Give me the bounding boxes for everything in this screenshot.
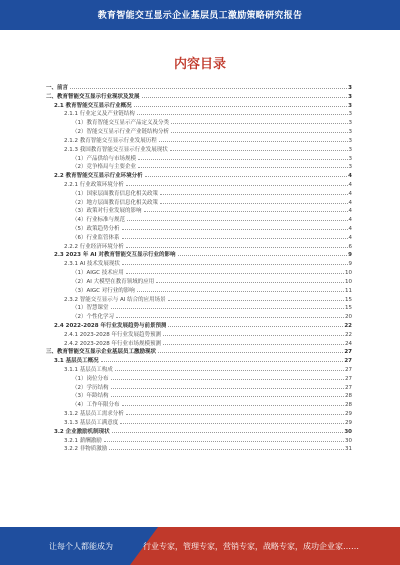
toc-entry[interactable] bbox=[46, 260, 352, 269]
toc-leader-dots bbox=[122, 238, 348, 239]
toc-entry-label: 2.4.2 2023-2028 年行业市场规模预测 bbox=[64, 340, 161, 347]
toc-leader-dots bbox=[142, 97, 348, 98]
toc-entry-label: 2.1.2 教育智能交互显示行业发展历程 bbox=[64, 137, 157, 144]
toc-entry-label: 3.2.1 薪酬激励 bbox=[64, 437, 102, 444]
toc-entry-page: 15 bbox=[345, 296, 352, 303]
toc-entry[interactable] bbox=[46, 216, 352, 225]
toc-leader-dots bbox=[112, 432, 344, 433]
toc-entry[interactable] bbox=[46, 410, 352, 419]
toc-leader-dots bbox=[137, 291, 344, 292]
toc-entry-label: 2.2 教育智能交互显示行业环境分析 bbox=[54, 173, 143, 180]
toc-entry-page: 3 bbox=[348, 85, 352, 91]
toc-leader-dots bbox=[137, 114, 348, 115]
toc-entry-page: 9 bbox=[348, 252, 352, 259]
toc-entry-page: 4 bbox=[348, 234, 352, 241]
toc-entry-label: 3.1.1 基层员工构成 bbox=[64, 367, 113, 373]
toc-leader-dots bbox=[160, 203, 347, 204]
toc-leader-dots bbox=[171, 123, 347, 124]
toc-entry[interactable] bbox=[46, 225, 352, 234]
toc-leader-dots bbox=[144, 211, 348, 212]
toc-entry-page: 22 bbox=[344, 322, 352, 329]
toc-entry[interactable] bbox=[46, 119, 352, 128]
toc-leader-dots bbox=[126, 185, 348, 186]
toc-entry[interactable] bbox=[46, 172, 352, 181]
toc-entry-page: 30 bbox=[344, 428, 352, 435]
toc-entry-page: 6 bbox=[348, 243, 352, 250]
toc-entry-page: 9 bbox=[348, 261, 352, 268]
toc-entry[interactable] bbox=[46, 207, 352, 216]
toc-entry-label: 3.2.2 非物质激励 bbox=[64, 446, 108, 453]
toc-entry[interactable] bbox=[46, 155, 352, 164]
toc-entry-page: 27 bbox=[345, 367, 352, 373]
toc-entry[interactable] bbox=[46, 84, 352, 93]
toc-entry[interactable] bbox=[46, 437, 352, 446]
toc-entry[interactable] bbox=[46, 340, 352, 349]
toc-entry-page: 4 bbox=[348, 226, 352, 232]
toc-leader-dots bbox=[126, 273, 344, 274]
toc-entry-page: 4 bbox=[348, 208, 352, 215]
toc-leader-dots bbox=[163, 335, 344, 336]
toc-entry-label: （1）AIGC 技术应用 bbox=[72, 270, 124, 277]
toc-entry-label: 2.3.2 智能交互显示与 AI 结合的应用场景 bbox=[64, 296, 166, 303]
toc-entry-label: 2.3.1 AI 技术发展现状 bbox=[64, 261, 120, 268]
toc-leader-dots bbox=[171, 132, 347, 133]
toc-entry[interactable] bbox=[46, 102, 352, 111]
toc-entry-page: 27 bbox=[344, 358, 352, 365]
toc-entry[interactable] bbox=[46, 199, 352, 208]
toc-entry[interactable] bbox=[46, 392, 352, 401]
toc-entry-page: 3 bbox=[348, 120, 352, 127]
toc-entry-page: 4 bbox=[348, 181, 352, 188]
toc-entry-page: 29 bbox=[345, 411, 352, 418]
toc-entry[interactable] bbox=[46, 146, 352, 155]
toc-leader-dots bbox=[138, 167, 347, 168]
toc-leader-dots bbox=[104, 441, 344, 442]
toc-leader-dots bbox=[160, 194, 347, 195]
toc-entry[interactable] bbox=[46, 163, 352, 172]
toc-entry-label: （2）竞争格局与主要企业 bbox=[72, 164, 137, 171]
toc-entry-page: 31 bbox=[345, 446, 352, 453]
toc-leader-dots bbox=[116, 317, 344, 318]
toc-entry[interactable] bbox=[46, 331, 352, 340]
toc-entry[interactable] bbox=[46, 401, 352, 410]
toc-entry[interactable] bbox=[46, 251, 352, 260]
toc-entry[interactable] bbox=[46, 93, 352, 102]
toc-leader-dots bbox=[109, 449, 344, 450]
toc-entry[interactable] bbox=[46, 269, 352, 278]
toc-entry-page: 4 bbox=[348, 217, 352, 224]
toc-entry-page: 20 bbox=[345, 314, 352, 321]
toc-entry-label: （2）AI 大模型在教育领域的应用 bbox=[72, 278, 155, 285]
toc-entry-label: 2.1 教育智能交互显示行业概况 bbox=[54, 102, 132, 109]
toc-entry-label: （4）工作年限分布 bbox=[72, 402, 120, 409]
toc-leader-dots bbox=[122, 405, 345, 406]
toc-entry[interactable] bbox=[46, 322, 352, 331]
header-bar bbox=[0, 0, 400, 30]
toc-entry-label: 一、前言 bbox=[46, 85, 69, 91]
toc-entry-label: （2）地方层面教育信息化相关政策 bbox=[72, 199, 159, 206]
toc-leader-dots bbox=[111, 379, 345, 380]
toc-entry[interactable] bbox=[46, 128, 352, 137]
toc-entry-label: 2.2.2 行业经济环境分析 bbox=[64, 243, 124, 250]
toc-leader-dots bbox=[111, 308, 345, 309]
toc-entry[interactable] bbox=[46, 296, 352, 305]
toc-entry-page: 15 bbox=[345, 305, 352, 312]
toc-entry-page: 4 bbox=[348, 190, 352, 197]
toc-entry-label: 2.4.1 2023-2028 年行业发展趋势预测 bbox=[64, 331, 161, 338]
toc-entry-label: 2.1.3 我国教育智能交互显示行业发展现状 bbox=[64, 146, 168, 153]
toc-leader-dots bbox=[122, 264, 348, 265]
toc-entry-page: 28 bbox=[345, 402, 352, 409]
toc-entry[interactable] bbox=[46, 375, 352, 384]
toc-leader-dots bbox=[156, 282, 344, 283]
toc-leader-dots bbox=[111, 396, 345, 397]
toc-leader-dots bbox=[163, 344, 344, 345]
toc-entry-page: 3 bbox=[348, 155, 352, 162]
toc-entry-page: 27 bbox=[345, 384, 352, 391]
toc-leader-dots bbox=[111, 388, 345, 389]
toc-leader-dots bbox=[170, 150, 348, 151]
toc-entry-page: 22 bbox=[345, 331, 352, 338]
toc-entry[interactable] bbox=[46, 287, 352, 296]
toc-entry-label: 2.3 2023 年 AI 对教育智能交互显示行业的影响 bbox=[54, 252, 176, 259]
toc-entry-page: 3 bbox=[348, 129, 352, 136]
toc-entry-label: （2）学历结构 bbox=[72, 384, 109, 391]
toc-entry-label: 2.1.1 行业定义及产业链结构 bbox=[64, 111, 135, 118]
toc-entry-page: 10 bbox=[345, 278, 352, 285]
toc-entry-label: （2）个性化学习 bbox=[72, 314, 114, 321]
toc-entry-label: （1）岗位分布 bbox=[72, 375, 109, 382]
toc-leader-dots bbox=[70, 88, 347, 89]
toc-entry[interactable] bbox=[46, 304, 352, 313]
toc-entry-label: 2.2.1 行业政策环境分析 bbox=[64, 181, 124, 188]
toc-entry-label: 3.2 企业激励机制现状 bbox=[54, 428, 110, 435]
toc-leader-dots bbox=[168, 300, 344, 301]
toc-heading: 内容目录 bbox=[173, 57, 226, 72]
toc-leader-dots bbox=[138, 159, 347, 160]
toc-leader-dots bbox=[158, 352, 343, 353]
toc-entry-page: 28 bbox=[345, 393, 352, 400]
toc-entry-label: 3.1.2 基层员工需求分析 bbox=[64, 411, 124, 418]
toc-leader-dots bbox=[168, 326, 343, 327]
toc-entry[interactable] bbox=[46, 278, 352, 287]
toc-entry-page: 3 bbox=[348, 164, 352, 171]
toc-entry-label: 3.1 基层员工概况 bbox=[54, 358, 99, 365]
toc-entry-page: 24 bbox=[345, 340, 352, 347]
toc-leader-dots bbox=[127, 220, 348, 221]
toc-entry[interactable] bbox=[46, 181, 352, 190]
toc-entry-page: 3 bbox=[348, 102, 352, 109]
table-of-contents bbox=[46, 84, 352, 454]
toc-entry-page: 11 bbox=[345, 287, 352, 294]
toc-leader-dots bbox=[145, 176, 348, 177]
toc-entry-label: 二、教育智能交互显示行业现状及发展 bbox=[46, 93, 140, 100]
toc-entry[interactable] bbox=[46, 348, 352, 357]
toc-entry-label: （3）政策对行业发展的影响 bbox=[72, 208, 142, 215]
toc-entry-page: 3 bbox=[348, 111, 352, 118]
toc-entry-label: （1）智慧课堂 bbox=[72, 305, 109, 312]
toc-leader-dots bbox=[120, 423, 344, 424]
toc-entry-label: （3）年龄结构 bbox=[72, 393, 109, 400]
toc-entry-label: （4）行业标准与规范 bbox=[72, 217, 125, 224]
toc-entry-label: （2）智能交互显示行业产业链结构分析 bbox=[72, 129, 170, 136]
toc-entry[interactable] bbox=[46, 419, 352, 428]
toc-entry-page: 3 bbox=[348, 93, 352, 100]
toc-entry[interactable] bbox=[46, 190, 352, 199]
toc-entry-label: 2.4 2022-2028 年行业发展趋势与前景预测 bbox=[54, 322, 167, 329]
toc-entry[interactable] bbox=[46, 313, 352, 322]
toc-entry[interactable] bbox=[46, 357, 352, 366]
toc-entry[interactable] bbox=[46, 243, 352, 252]
toc-entry[interactable] bbox=[46, 445, 352, 454]
toc-entry-label: （6）行业监管体系 bbox=[72, 234, 120, 241]
toc-entry[interactable] bbox=[46, 234, 352, 243]
toc-leader-dots bbox=[126, 247, 348, 248]
toc-entry-page: 4 bbox=[348, 173, 352, 180]
toc-entry-label: （1）产品供给与市场规模 bbox=[72, 155, 137, 162]
toc-entry-label: （1）教育智能交互显示产品定义及分类 bbox=[72, 120, 170, 127]
toc-entry-page: 3 bbox=[348, 146, 352, 153]
toc-entry[interactable] bbox=[46, 366, 352, 375]
toc-leader-dots bbox=[122, 229, 348, 230]
toc-entry-page: 27 bbox=[344, 349, 352, 356]
toc-entry[interactable] bbox=[46, 428, 352, 437]
toc-entry-page: 30 bbox=[345, 437, 352, 444]
footer-slogan: 让每个人都能成为 bbox=[49, 542, 113, 551]
report-title: 教育智能交互显示企业基层员工激励策略研究报告 bbox=[97, 11, 303, 21]
toc-entry-label: （3）AIGC 对行业的影响 bbox=[72, 287, 135, 294]
toc-entry[interactable] bbox=[46, 384, 352, 393]
toc-leader-dots bbox=[178, 255, 348, 256]
toc-entry-label: 三、教育智能交互显示企业基层员工激励现状 bbox=[46, 349, 157, 356]
toc-leader-dots bbox=[101, 361, 344, 362]
toc-leader-dots bbox=[159, 141, 348, 142]
toc-entry-label: （5）政策趋势分析 bbox=[72, 226, 120, 232]
footer-tagline: 行业专家，管理专家，营销专家，战略专家，成功企业家…… bbox=[143, 542, 359, 551]
toc-entry-page: 3 bbox=[348, 137, 352, 144]
toc-leader-dots bbox=[115, 370, 344, 371]
toc-entry[interactable] bbox=[46, 137, 352, 146]
toc-entry-page: 27 bbox=[345, 375, 352, 382]
toc-leader-dots bbox=[126, 414, 344, 415]
toc-entry-page: 29 bbox=[345, 419, 352, 426]
toc-entry-label: 3.1.3 基层员工满意度 bbox=[64, 419, 119, 426]
toc-entry-page: 4 bbox=[348, 199, 352, 206]
toc-leader-dots bbox=[134, 106, 348, 107]
toc-entry-label: （1）国家层面教育信息化相关政策 bbox=[72, 190, 159, 197]
toc-entry[interactable] bbox=[46, 110, 352, 119]
toc-entry-page: 10 bbox=[345, 270, 352, 277]
